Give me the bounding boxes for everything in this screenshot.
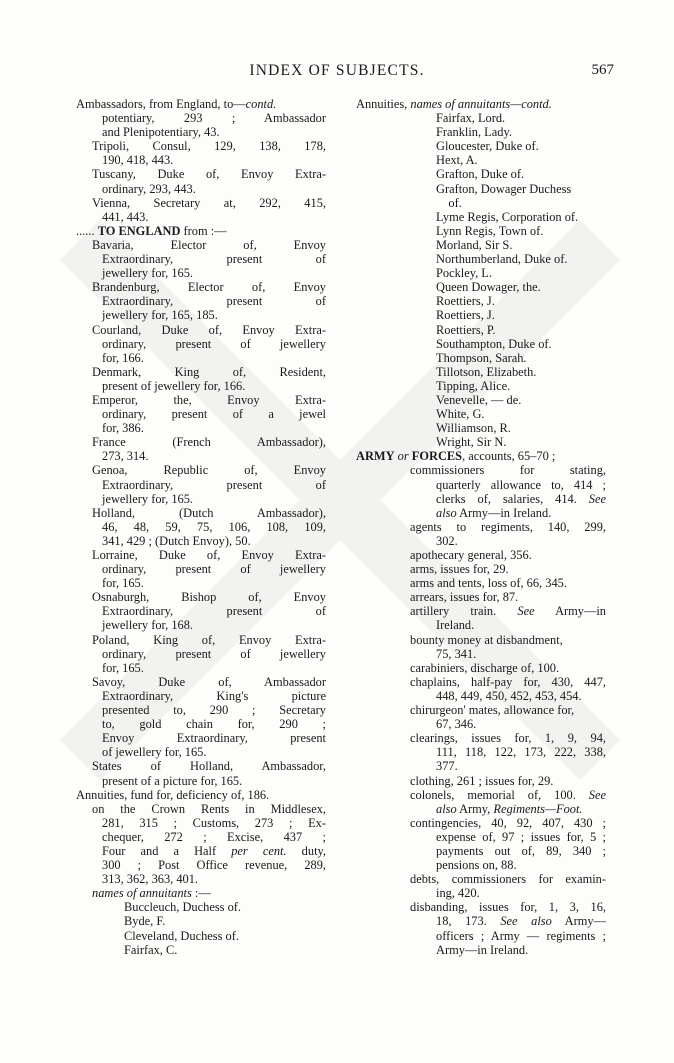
index-line: for, 386. [102,421,144,436]
index-line: 313, 362, 363, 401. [102,872,199,887]
index-line: ordinary, present of jewellery [102,646,326,661]
index-line: ordinary, present of jewellery [102,336,326,351]
index-line: payments out of, 89, 340 ; [436,843,606,858]
index-line: Extraordinary, present of [102,477,326,492]
index-line: agents to regiments, 140, 299, [410,519,606,534]
index-line: Lyme Regis, Corporation of. [436,209,579,224]
index-line: Roettiers, J. [436,308,495,323]
index-line: chaplains, half-pay for, 430, 447, [410,674,606,689]
index-line: ...... TO ENGLAND from :— [76,223,227,238]
index-line: Morland, Sir S. [436,237,513,252]
index-line: Southampton, Duke of. [436,336,552,351]
index-line: Williamson, R. [436,421,511,436]
index-line: States of Holland, Ambassador, [92,759,326,774]
index-line: Savoy, Duke of, Ambassador [92,674,326,689]
index-line: Genoa, Republic of, Envoy [92,463,326,478]
index-line: Tipping, Alice. [436,378,511,393]
index-line: Thompson, Sarah. [436,350,527,365]
index-line: Gloucester, Duke of. [436,139,539,154]
index-line: Northumberland, Duke of. [436,252,568,267]
index-line: ing, 420. [436,886,480,901]
index-line: Fairfax, C. [124,942,178,957]
index-line: to, gold chain for, 290 ; [102,717,326,732]
index-line: presented to, 290 ; Secretary [102,703,326,718]
index-line: Tuscany, Duke of, Envoy Extra- [92,167,326,182]
index-line: Franklin, Lady. [436,125,512,140]
index-line: ordinary, present of a jewel [102,407,326,422]
index-line: present of a picture for, 165. [102,773,243,788]
index-line: Holland, (Dutch Ambassador), [92,505,326,520]
index-line: Wright, Sir N. [436,435,507,450]
index-line: 111, 118, 122, 173, 222, 338, [436,745,606,760]
index-line: Hext, A. [436,153,478,168]
index-line: Army—in Ireland. [436,942,529,957]
index-line: Pockley, L. [436,266,492,281]
index-line: colonels, memorial of, 100. See [410,787,606,802]
index-line: Ireland. [436,618,475,633]
index-line: Extraordinary, King's picture [102,688,326,703]
index-line: present of jewellery for, 166. [102,378,246,393]
index-line: Brandenburg, Elector of, Envoy [92,280,326,295]
index-line: for, 165. [102,576,144,591]
index-line: for, 166. [102,350,144,365]
index-line: Lorraine, Duke of, Envoy Extra- [92,548,326,562]
index-line: 67, 346. [436,717,477,732]
index-line: Annuities, fund for, deficiency of, 186. [76,787,270,802]
index-line: chequer, 272 ; Excise, 437 ; [102,829,326,844]
page-title: INDEX OF SUBJECTS. [249,62,425,79]
index-line: of jewellery for, 165. [102,745,207,760]
index-line: arms, issues for, 29. [410,562,509,577]
index-line: arrears, issues for, 87. [410,590,519,605]
index-line: Grafton, Duke of. [436,167,525,182]
index-line: artillery train. See Army—in [410,604,607,619]
index-line: 341, 429 ; (Dutch Envoy), 50. [102,533,251,548]
index-line: Envoy Extraordinary, present [102,731,326,746]
index-line: apothecary general, 356. [410,548,532,562]
index-line: Extraordinary, present of [102,604,326,619]
index-line: commissioners for stating, [410,463,606,478]
index-line: jewellery for, 165. [102,491,194,506]
index-line: also Army, Regiments—Foot. [436,801,583,816]
index-line: 75, 341. [436,646,477,661]
index-line: bounty money at disbandment, [410,632,563,647]
index-line: Extraordinary, present of [102,252,326,267]
index-line: Extraordinary, present of [102,294,326,309]
index-line: names of annuitants :— [92,886,211,901]
index-line: quarterly allowance to, 414 ; [436,477,606,492]
index-line: arms and tents, loss of, 66, 345. [410,576,567,591]
index-line: Annuities, names of annuitants—contd. [356,97,552,111]
index-line: ordinary, present of jewellery [102,562,326,577]
index-line: jewellery for, 165, 185. [102,308,218,323]
index-line: 18, 173. See also Army— [436,914,606,929]
index-line: Four and a Half per cent. duty, [102,843,326,858]
index-line: chirurgeon' mates, allowance for, [410,703,575,718]
index-line: Lynn Regis, Town of. [436,223,544,238]
index-line: 281, 315 ; Customs, 273 ; Ex- [102,815,326,830]
index-line: Roettiers, J. [436,294,495,309]
index-line: 46, 48, 59, 75, 106, 108, 109, [102,519,326,534]
index-line: jewellery for, 165. [102,266,194,281]
index-line: Byde, F. [124,914,166,929]
index-line: Buccleuch, Duchess of. [124,900,241,915]
left-column [76,97,326,957]
index-line: Cleveland, Duchess of. [124,928,239,943]
index-line: jewellery for, 168. [102,618,194,633]
index-line: officers ; Army — regiments ; [436,928,606,943]
index-line: Poland, King of, Envoy Extra- [92,632,326,647]
index-line: 302. [436,533,458,548]
index-line: Fairfax, Lord. [436,111,506,126]
index-line: 300 ; Post Office revenue, 289, [102,858,326,873]
index-line: clerks of, salaries, 414. See [436,491,606,506]
page-header [0,62,674,84]
index-line: France (French Ambassador), [92,435,326,450]
index-line: Bavaria, Elector of, Envoy [92,237,326,252]
index-line: ordinary, 293, 443. [102,181,196,196]
index-line: Venevelle, — de. [436,392,522,407]
index-line: potentiary, 293 ; Ambassador [102,111,326,126]
index-line: pensions on, 88. [436,858,517,873]
index-line: also Army—in Ireland. [436,505,552,520]
index-line: expense of, 97 ; issues for, 5 ; [436,829,606,844]
page-number: 567 [591,62,614,78]
index-line: 441, 443. [102,209,149,224]
index-line: Ambassadors, from England, to—contd. [76,97,277,111]
index-line: Courland, Duke of, Envoy Extra- [92,322,326,337]
index-line: Tillotson, Elizabeth. [436,364,537,379]
index-line: Osnaburgh, Bishop of, Envoy [92,590,326,605]
index-line: Denmark, King of, Resident, [92,364,326,379]
index-line: carabiniers, discharge of, 100. [410,660,560,675]
index-line: clothing, 261 ; issues for, 29. [410,773,554,788]
index-line: 190, 418, 443. [102,153,174,168]
index-line: of. [436,195,462,210]
index-line: White, G. [436,407,485,422]
index-line: Grafton, Dowager Duchess [436,181,572,196]
index-line: clearings, issues for, 1, 9, 94, [410,731,606,746]
right-column [356,97,606,957]
index-line: and Plenipotentiary, 43. [102,125,220,140]
index-line: disbanding, issues for, 1, 3, 16, [410,900,606,915]
index-line: for, 165. [102,660,144,675]
index-line: Roettiers, P. [436,322,496,337]
index-line: Queen Dowager, the. [436,280,541,295]
index-line: Emperor, the, Envoy Extra- [92,392,326,407]
index-line: 377. [436,759,458,774]
index-line: contingencies, 40, 92, 407, 430 ; [410,815,606,830]
index-line: ARMY or FORCES, accounts, 65–70 ; [356,449,556,464]
index-line: 448, 449, 450, 452, 453, 454. [436,688,582,703]
index-line: on the Crown Rents in Middlesex, [92,801,326,816]
index-line: debts, commissioners for examin- [410,872,606,887]
index-line: Tripoli, Consul, 129, 138, 178, [92,139,326,154]
index-line: 273, 314. [102,449,149,464]
index-line: Vienna, Secretary at, 292, 415, [92,195,326,210]
